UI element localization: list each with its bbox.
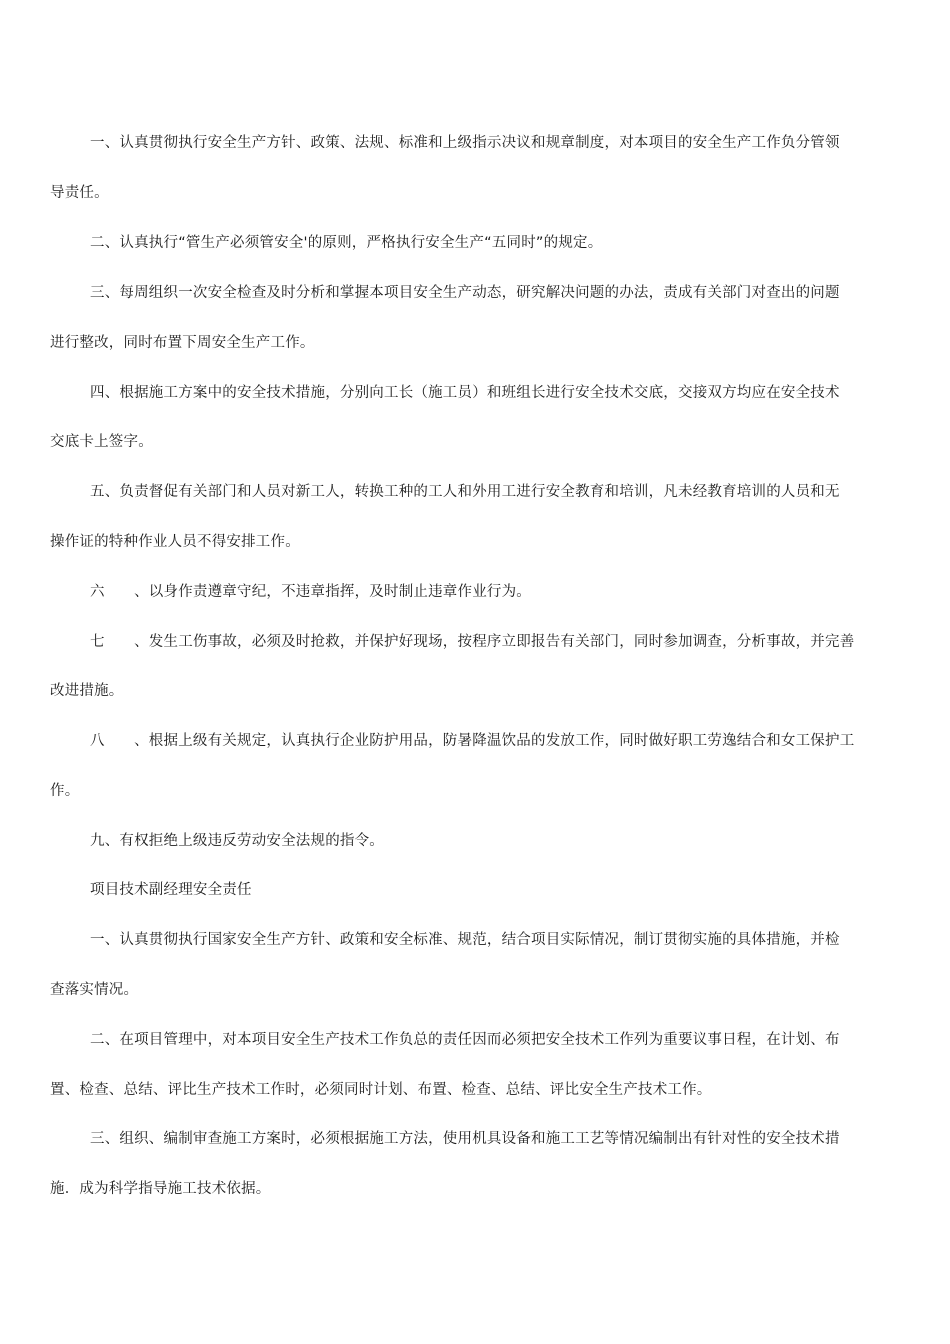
section-heading: 项目技术副经理安全责任 [90,882,252,898]
paragraph-4-line-1: 四、根据施工方案中的安全技术措施，分别向工长（施工员）和班组长进行安全技术交底，交接双方均应在安全技术 [90,385,840,401]
paragraph-1-line-1: 一、认真贯彻执行安全生产方针、政策、法规、标准和上级指示决议和规章制度，对本项目的安全生产工作负分管领 [90,135,840,151]
paragraph-6-line-1: 六 、以身作责遵章守纪，不违章指挥，及时制止违章作业行为。 [90,584,531,600]
paragraph-8-line-2: 作。 [50,783,80,799]
paragraph-7-line-2: 改进措施。 [50,683,124,699]
paragraph-9-line-1: 九、有权拒绝上级违反劳动安全法规的指令。 [90,833,384,849]
paragraph-7-line-1: 七 、发生工伤事故，必须及时抢救，并保护好现场，按程序立即报告有关部门，同时参加调查，分析事故，并完善 [90,634,855,650]
paragraph-10-line-1: 一、认真贯彻执行国家安全生产方针、政策和安全标准、规范，结合项目实际情况，制订贯彻实施的具体措施，并检 [90,932,840,948]
paragraph-5-line-1: 五、负责督促有关部门和人员对新工人，转换工种的工人和外用工进行安全教育和培训，凡未经教育培训的人员和无 [90,484,840,500]
paragraph-10-line-2: 查落实情况。 [50,982,139,998]
paragraph-4-line-2: 交底卡上签字。 [50,434,153,450]
paragraph-12-line-1: 三、组织、编制审查施工方案时，必须根据施工方法，使用机具设备和施工工艺等情况编制出有针对性的安全技术措 [90,1131,840,1147]
paragraph-11-line-2: 置、检查、总结、评比生产技术工作时，必须同时计划、布置、检查、总结、评比安全生产技术工作。 [50,1082,712,1098]
paragraph-8-line-1: 八 、根据上级有关规定，认真执行企业防护用品，防暑降温饮品的发放工作，同时做好职工劳逸结合和女工保护工 [90,733,855,749]
paragraph-11-line-1: 二、在项目管理中，对本项目安全生产技术工作负总的责任因而必须把安全技术工作列为重要议事日程，在计划、布 [90,1032,840,1048]
paragraph-12-line-2: 施．成为科学指导施工技术依据。 [50,1181,271,1197]
paragraph-5-line-2: 操作证的特种作业人员不得安排工作。 [50,534,300,550]
paragraph-2-line-1: 二、认真执行“管生产必须管安全'的原则，严格执行安全生产“五同时”的规定。 [90,235,603,251]
paragraph-3-line-1: 三、每周组织一次安全检查及时分析和掌握本项目安全生产动态，研究解决问题的办法，责成有关部门对查出的问题 [90,285,840,301]
paragraph-3-line-2: 进行整改，同时布置下周安全生产工作。 [50,335,315,351]
paragraph-1-line-2: 导责任。 [50,185,109,201]
